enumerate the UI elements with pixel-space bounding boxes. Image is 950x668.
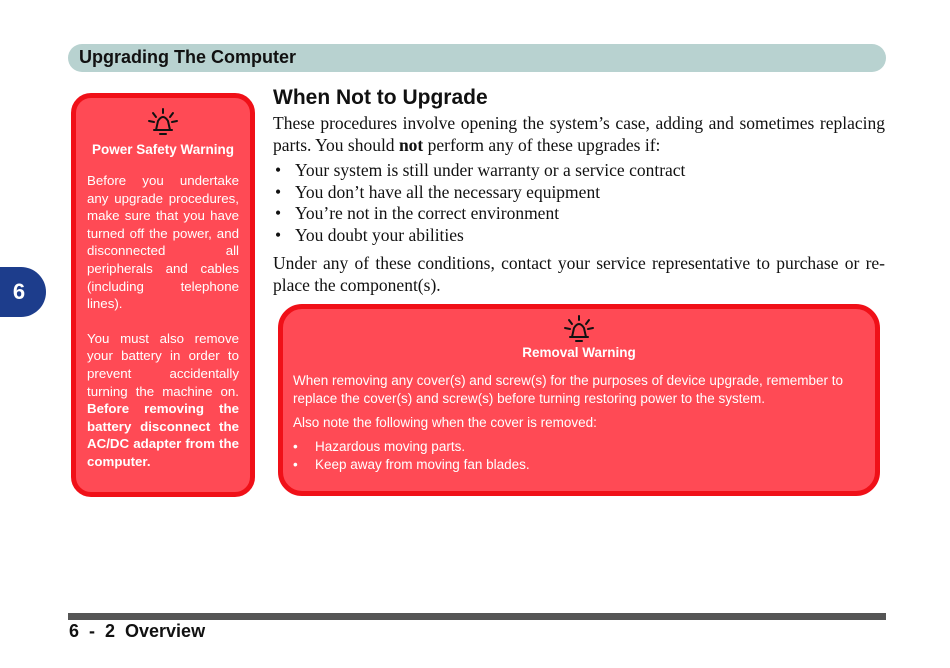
condition-list xyxy=(273,160,885,246)
list-item: • Hazardous moving parts. xyxy=(293,438,865,456)
closing-paragraph: Under any of these conditions, contact your service representative to purchase or replace the component(s). xyxy=(273,253,885,295)
power-safety-para2 xyxy=(87,330,239,471)
power-safety-para2-lead: You must also remove your battery in order to prevent accidentally turning the machine on. xyxy=(87,330,239,399)
power-safety-para2-bold: Before removing the battery disconnect the AC/DC adapter from the computer. xyxy=(87,401,239,469)
list-item: • Your system is still under warranty or a service contract xyxy=(273,160,885,182)
alarm-bell-icon xyxy=(561,315,597,343)
main-content xyxy=(273,84,885,296)
list-item: • You don’t have all the necessary equipment xyxy=(273,182,885,204)
intro-text-after: perform any of these upgrades if: xyxy=(423,135,661,155)
power-safety-warning-text xyxy=(87,172,239,471)
list-item: • You doubt your abilities xyxy=(273,225,885,247)
power-safety-warning-box xyxy=(71,93,255,497)
intro-paragraph xyxy=(273,112,885,156)
list-item: • Keep away from moving fan blades. xyxy=(293,456,865,474)
removal-warning-title: Removal Warning xyxy=(522,345,636,360)
intro-text-before: These procedures involve opening the system’s case, adding and sometimes replacing parts. You should xyxy=(273,113,885,155)
list-item: • You’re not in the correct environment xyxy=(273,203,885,225)
section-heading: When Not to Upgrade xyxy=(273,86,488,109)
alarm-bell-icon xyxy=(145,108,181,136)
removal-warning-text xyxy=(293,372,865,473)
power-safety-para1: Before you undertake any upgrade procedures, make sure that you have turned off the power, and disconnected all peripherals and cables (including telephone lines). xyxy=(87,173,239,312)
page-header-title: Upgrading The Computer xyxy=(79,47,296,67)
chapter-number: 6 xyxy=(12,279,26,304)
removal-list xyxy=(293,438,865,473)
chapter-tab xyxy=(0,267,46,317)
footer-bar xyxy=(68,613,886,620)
intro-text-bold: not xyxy=(398,135,424,155)
removal-warning-box xyxy=(278,304,880,496)
removal-para2: Also note the following when the cover is removed: xyxy=(293,415,597,430)
power-safety-warning-title: Power Safety Warning xyxy=(91,142,235,157)
page-footer-label: 6 - 2 Overview xyxy=(69,621,206,641)
removal-para1: When removing any cover(s) and screw(s) for the purposes of device upgrade, remember to replace the cover(s) and screw(s) before turning restoring power to the system. xyxy=(293,373,843,406)
